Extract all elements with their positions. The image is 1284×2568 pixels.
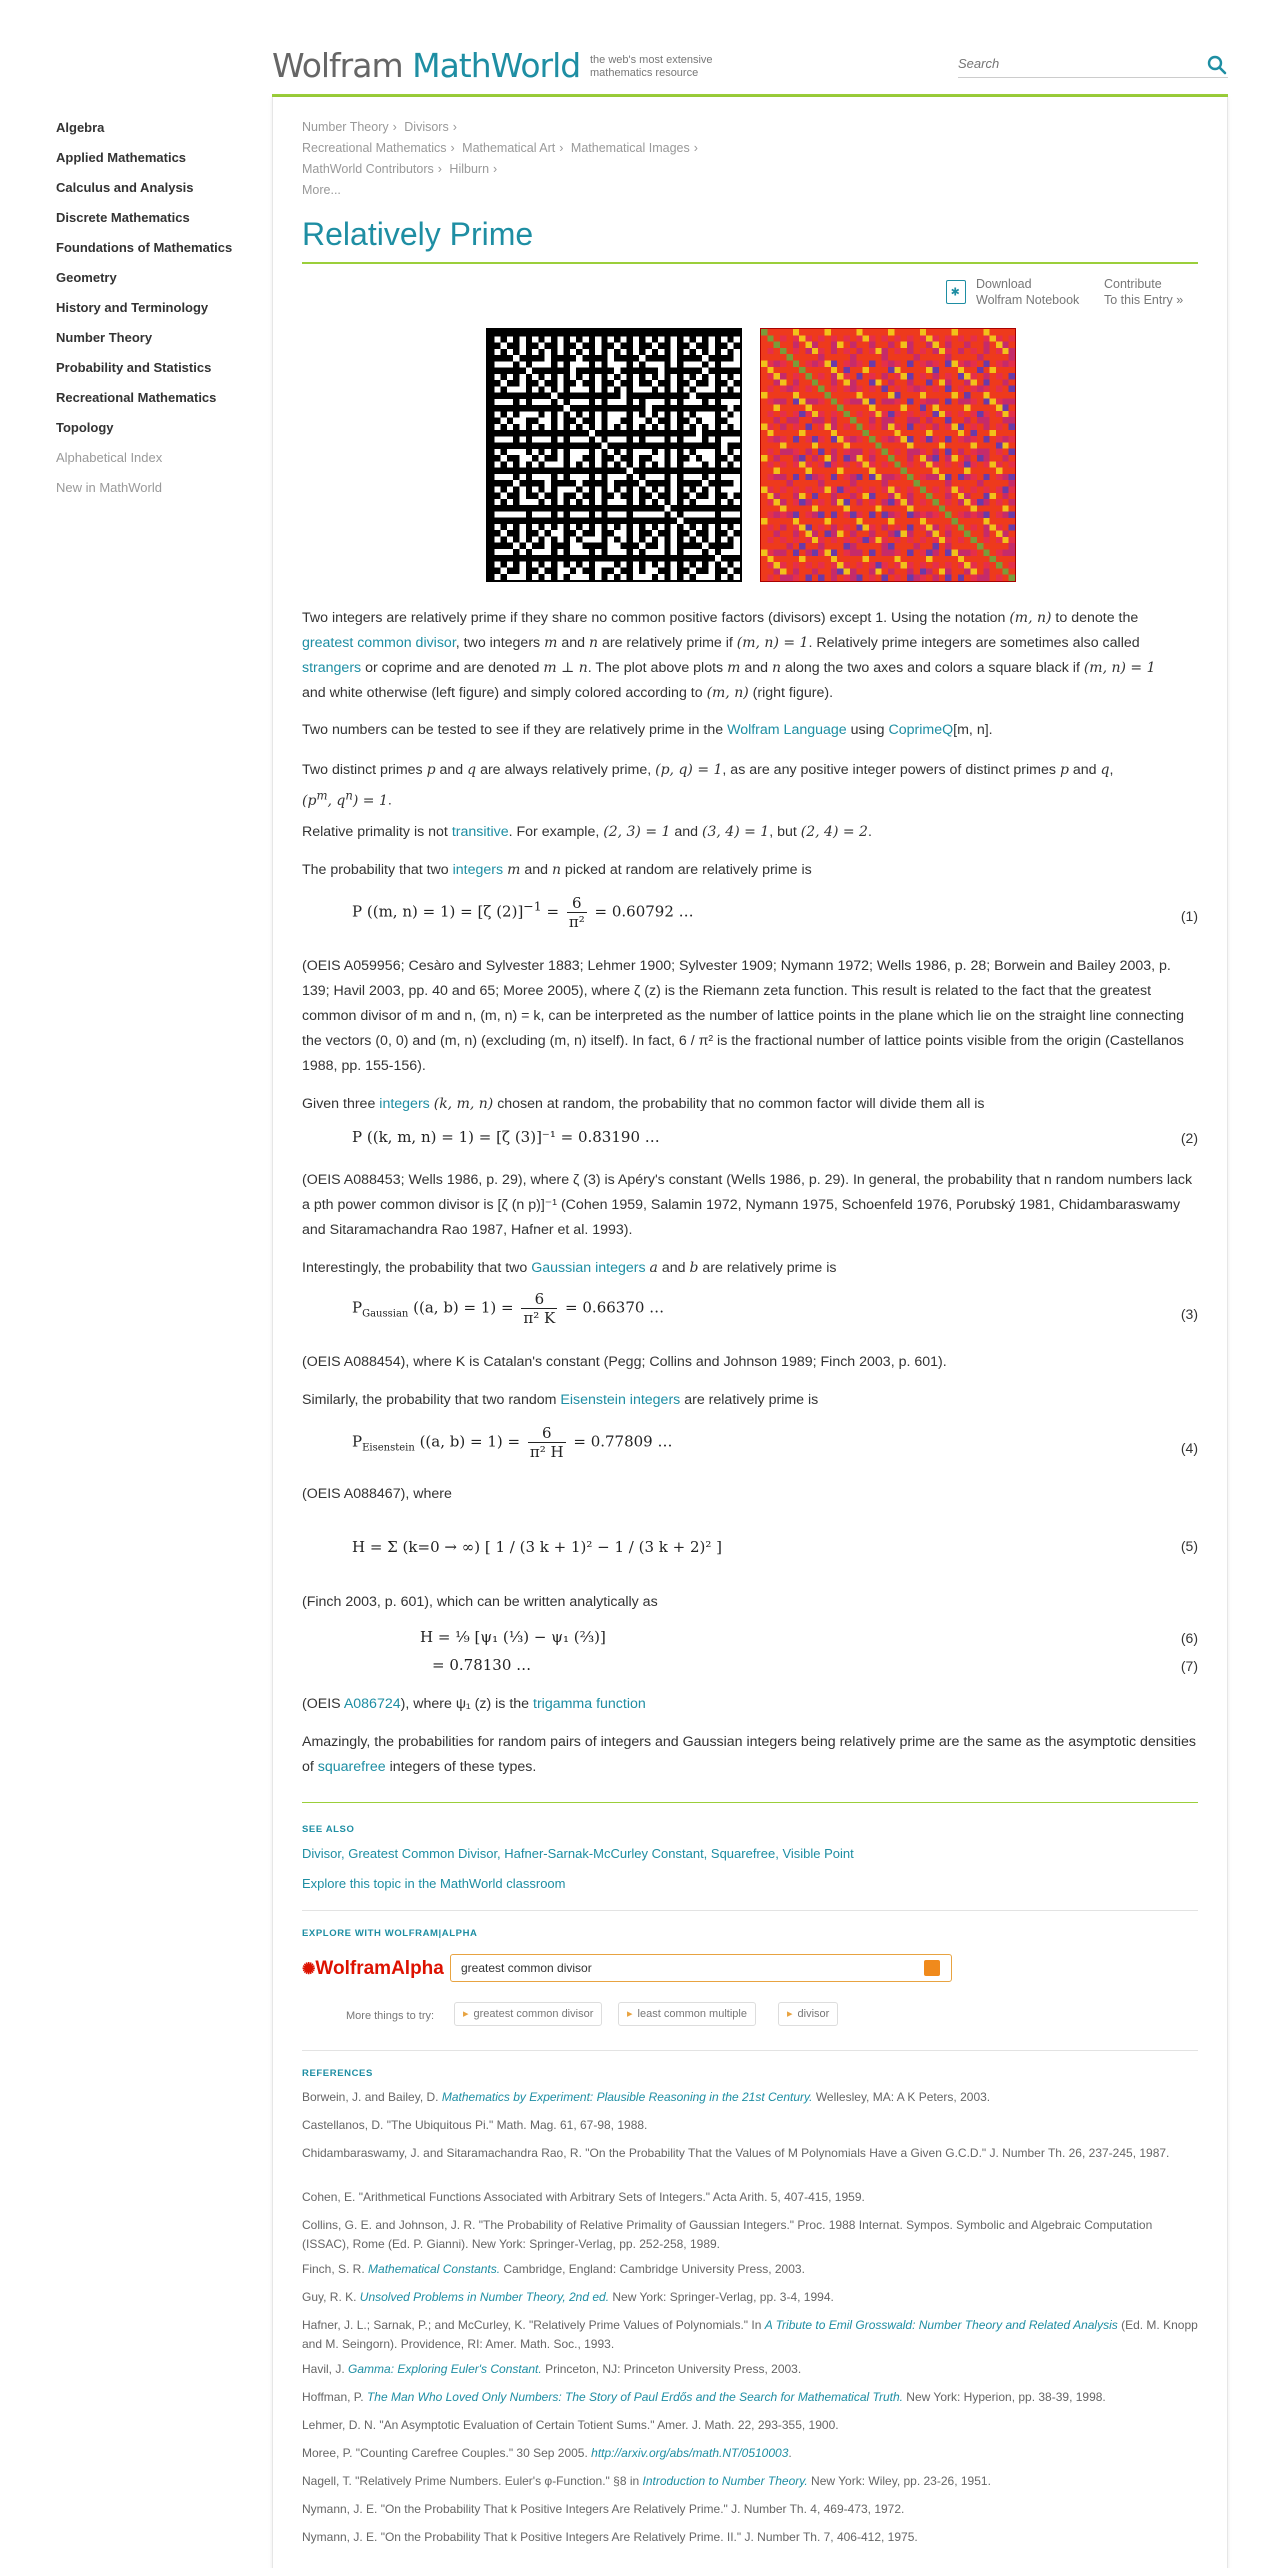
text: Interestingly, the probability that two: [302, 1260, 528, 1276]
contribute-label: Contribute: [1104, 277, 1162, 291]
search-box: [958, 52, 1228, 78]
numerator: 6: [567, 894, 587, 913]
fraction: [521, 1290, 557, 1327]
math: (m, n) = 1: [1083, 660, 1156, 676]
wolfram-alpha-heading: EXPLORE WITH WOLFRAM|ALPHA: [302, 1928, 478, 1939]
text: and: [1072, 762, 1097, 778]
paragraph-catalan: (OEIS A088454), where K is Catalan's constant (Pegg; Collins and Johnson 1989; Finch 2003, p. 601).: [302, 1354, 947, 1370]
math: n: [588, 635, 598, 651]
equation-1: P ((m, n) = 1) = [ζ (2)]$^{-1}$ = $\frac{6}{\text{π²}}$ = 0.60792 …: [352, 894, 694, 931]
equation-4: [352, 1424, 673, 1461]
chip-label: least common multiple: [637, 2008, 747, 2020]
link-squarefree[interactable]: squarefree: [317, 1759, 386, 1775]
reference-title-link[interactable]: Mathematics by Experiment: Plausible Reasoning in the 21st Century.: [441, 2090, 813, 2104]
site-header: [272, 46, 1232, 96]
text: to denote the: [1055, 610, 1139, 626]
link-coprimeq[interactable]: CoprimeQ: [888, 722, 954, 738]
eq-value: = 0.66370 …: [565, 1298, 665, 1317]
breadcrumb-more[interactable]: More...: [302, 183, 341, 197]
math: m ⊥ n: [543, 660, 588, 676]
text: (right figure).: [752, 685, 834, 701]
eq-subscript: Gaussian: [362, 1308, 409, 1320]
site-logo[interactable]: [272, 46, 580, 85]
math: p: [426, 762, 436, 778]
wolfram-alpha-logo[interactable]: [302, 1958, 444, 1980]
logo-wolfram-text: Wolfram: [272, 46, 403, 85]
text: Amazingly, the probabilities for random pairs of integers and Gaussian integers being relatively prime are the same as the asymptotic densities of: [302, 1734, 1196, 1775]
text: , but: [769, 824, 797, 840]
gcd-colored-figure: [760, 328, 1016, 582]
paragraph-eisenstein: [302, 1388, 1198, 1413]
text: along the two axes and colors a square black if: [784, 660, 1080, 676]
sidebar-item-foundations-of-mathematics[interactable]: Foundations of Mathematics: [56, 240, 233, 255]
eq-value: = 0.60792 …: [594, 902, 694, 921]
link-trigamma-function[interactable]: trigamma function: [533, 1696, 646, 1712]
breadcrumb-row: MathWorld Contributors › Hilburn ›: [302, 162, 498, 176]
math: q: [1100, 762, 1110, 778]
text: and: [744, 660, 768, 676]
contribute-link[interactable]: [1104, 276, 1204, 308]
eq-subscript: Eisenstein: [362, 1442, 415, 1454]
paragraph-where-h: (OEIS A088467), where: [302, 1486, 452, 1502]
eq-text: ((a, b) = 1) =: [413, 1298, 514, 1317]
math: (m, n): [706, 685, 749, 701]
paragraph-apery: (OEIS A088453; Wells 1986, p. 29), where ζ (3) is Apéry's constant (Wells 1986, p. 29). In general, the probability that n random numbers lack a pth power common divisor is [ζ (n p)]⁻¹ (Cohen 1959, Salamin 1972, Nymann 1975, Schoenfeld 1976, Porubský 1981, Chidambaraswamy and Sitaramachandra Rao 1987, Hafner et al. 1993).: [302, 1172, 1193, 1238]
breadcrumb-row: Recreational Mathematics › Mathematical Art › Mathematical Images ›: [302, 141, 698, 155]
text: Two integers are relatively prime if they share no common positive factors (divisors) except 1. Using the notation: [302, 610, 1006, 626]
math: n: [771, 660, 781, 676]
sidebar-item-probability-and-statistics[interactable]: Probability and Statistics: [56, 360, 212, 375]
fraction: [567, 894, 587, 931]
text: and: [439, 762, 464, 778]
sidebar-item-new-in-mathworld[interactable]: New in MathWorld: [56, 480, 162, 495]
equation-2: P ((k, m, n) = 1) = [ζ (3)]⁻¹ = 0.83190 …: [352, 1128, 660, 1146]
eq-text: P: [352, 1432, 363, 1451]
search-icon[interactable]: [1206, 54, 1228, 76]
topic-sidebar: [56, 118, 276, 508]
eq-value: = 0.77809 …: [573, 1432, 673, 1451]
breadcrumb-row: Number Theory › Divisors ›: [302, 120, 457, 134]
text: . The plot above plots: [587, 660, 724, 676]
sidebar-item-calculus-and-analysis[interactable]: Calculus and Analysis: [56, 180, 194, 195]
chip-bullet-icon: ▸: [463, 2008, 469, 2020]
divider: [302, 2050, 1198, 2051]
math: q: [467, 762, 477, 778]
text: and: [561, 635, 586, 651]
reference-item: Nymann, J. E. "On the Probability That k Positive Integers Are Relatively Prime." J. Number Th. 4, 469-473, 1972.: [302, 2502, 905, 2516]
entry-label: To this Entry »: [1104, 293, 1184, 307]
site-tagline: the web's most extensive mathematics resource: [590, 54, 713, 79]
reference-title-link[interactable]: Mathematical Constants.: [368, 2262, 501, 2276]
main-content: [302, 118, 1198, 2544]
denominator: π² H: [529, 1443, 564, 1461]
reference-item: Cohen, E. "Arithmetical Functions Associated with Arbitrary Sets of Integers." Acta Arith. 5, 407-415, 1959.: [302, 2190, 865, 2204]
paragraph-definition: [302, 606, 1198, 706]
link-oeis-a086724[interactable]: A086724: [343, 1696, 401, 1712]
search-input[interactable]: [958, 52, 1198, 74]
link-eisenstein-integers[interactable]: Eisenstein integers: [560, 1392, 681, 1408]
text: Two distinct primes: [302, 762, 423, 778]
see-also-heading: SEE ALSO: [302, 1824, 355, 1835]
link-strangers[interactable]: strangers: [302, 660, 362, 676]
equation-3: [352, 1290, 664, 1327]
math: (p, q) = 1: [655, 762, 723, 778]
notebook-icon[interactable]: [946, 280, 966, 304]
breadcrumb-link[interactable]: Mathematical Images: [570, 141, 690, 155]
chip-bullet-icon: ▸: [787, 2008, 793, 2020]
svg-text:✱: ✱: [950, 286, 960, 299]
more-things-label: More things to try:: [346, 2010, 435, 2022]
math: p: [1059, 762, 1069, 778]
math: (2, 3) = 1: [603, 824, 671, 840]
chip-bullet-icon: ▸: [627, 2008, 633, 2020]
math: (m, n) = 1: [736, 635, 809, 651]
math: (3, 4) = 1: [702, 824, 770, 840]
math: (k, m, n): [433, 1096, 494, 1112]
equation-6: H = ⅑ [ψ₁ (⅓) − ψ₁ (⅔)]: [420, 1628, 606, 1646]
figures: [486, 328, 1016, 584]
breadcrumb-link[interactable]: Mathematical Art: [462, 141, 556, 155]
eq-text: P: [352, 1298, 363, 1317]
page-title: Relatively Prime: [302, 216, 534, 252]
text: . For example,: [508, 824, 600, 840]
text: . Relatively prime integers are sometimes also called: [808, 635, 1140, 651]
breadcrumb-link[interactable]: Divisors: [404, 120, 449, 134]
math: b: [689, 1260, 699, 1276]
paragraph-probability: [302, 858, 1198, 883]
text: , as are any positive integer powers of distinct primes: [722, 762, 1056, 778]
paragraph-squarefree: [302, 1730, 1198, 1780]
text: and white otherwise (left figure) and simply colored according to: [302, 685, 703, 701]
reference-title-link[interactable]: The Man Who Loved Only Numbers: The Story of Paul Erdős and the Search for Mathematical Truth.: [366, 2390, 903, 2404]
math: m: [544, 635, 558, 651]
equation-7: = 0.78130 …: [432, 1656, 532, 1674]
reference-item: Guy, R. K. Unsolved Problems in Number Theory, 2nd ed. New York: Springer-Verlag, pp. 3-4, 1994.: [302, 2290, 834, 2304]
equation-number: (2): [1180, 1130, 1198, 1146]
title-rule: [302, 262, 1198, 264]
text: chosen at random, the probability that no common factor will divide them all is: [497, 1096, 985, 1112]
text: are relatively prime is: [684, 1392, 819, 1408]
text: integers of these types.: [389, 1759, 537, 1775]
eq-text: ((a, b) = 1) =: [419, 1432, 521, 1451]
sidebar-item-geometry[interactable]: Geometry: [56, 270, 117, 285]
paragraph-transitive: Relative primality is not transitive. For example, (2, 3) = 1 and (3, 4) = 1, but (2, 4) = 2.: [302, 824, 872, 840]
wa-suggestion-chip[interactable]: [454, 2002, 602, 2026]
reference-title-link[interactable]: Unsolved Problems in Number Theory, 2nd ed.: [359, 2290, 610, 2304]
link-gcd[interactable]: greatest common divisor: [302, 635, 456, 651]
chip-label: divisor: [797, 2008, 830, 2020]
paragraph-distinct-primes: Two distinct primes p and q are always relatively prime, (p, q) = 1, as are any positive integer powers of distinct primes p and q, ($p^m$, $q^n) = 1$.: [302, 762, 1114, 809]
sidebar-item-applied-mathematics[interactable]: Applied Mathematics: [56, 150, 187, 165]
text: and: [661, 1260, 686, 1276]
equation-number: (1): [1180, 908, 1198, 924]
text: Given three: [302, 1096, 376, 1112]
download-notebook-link[interactable]: [976, 276, 1096, 308]
wa-suggestion-chip[interactable]: [778, 2002, 838, 2026]
equation-number: (7): [1180, 1658, 1198, 1674]
wolfram-alpha-star-icon: ✺: [302, 1961, 316, 1978]
sidebar-item-number-theory[interactable]: Number Theory: [56, 330, 153, 345]
math: n: [551, 862, 561, 878]
reference-title-link[interactable]: http://arxiv.org/abs/math.NT/0510003: [591, 2446, 789, 2460]
reference-item: Borwein, J. and Bailey, D. Mathematics by Experiment: Plausible Reasoning in the 21st Century. Wellesley, MA: A K Peters, 2003.: [302, 2090, 991, 2104]
see-also-links[interactable]: Divisor, Greatest Common Divisor, Hafner-Sarnak-McCurley Constant, Squarefree, Visible Point: [302, 1846, 854, 1861]
wa-suggestion-chip[interactable]: [618, 2002, 756, 2026]
equation-number: (3): [1180, 1306, 1198, 1322]
reference-item: Moree, P. "Counting Carefree Couples." 30 Sep 2005. http://arxiv.org/abs/math.NT/0510003.: [302, 2446, 792, 2460]
text: , two integers: [455, 635, 541, 651]
breadcrumb-link[interactable]: Number Theory: [302, 120, 389, 134]
numerator: 6: [521, 1290, 557, 1309]
chip-label: greatest common divisor: [473, 2008, 594, 2020]
link-transitive[interactable]: transitive: [451, 824, 509, 840]
logo-mathworld-text: MathWorld: [412, 46, 581, 85]
equation-number: (6): [1180, 1630, 1198, 1646]
reference-item: Lehmer, D. N. "An Asymptotic Evaluation of Certain Totient Sums." Amer. J. Math. 22, 293-355, 1900.: [302, 2418, 839, 2432]
text: Similarly, the probability that two random: [302, 1392, 557, 1408]
reference-item: Castellanos, D. "The Ubiquitous Pi." Math. Mag. 61, 67-98, 1988.: [302, 2118, 648, 2132]
text: using: [850, 722, 885, 738]
references-heading: REFERENCES: [302, 2068, 373, 2079]
reference-title-link[interactable]: Introduction to Number Theory.: [642, 2474, 808, 2488]
text: Relative primality is not: [302, 824, 448, 840]
text: The probability that two: [302, 862, 449, 878]
reference-item: Nagell, T. "Relatively Prime Numbers. Euler's φ-Function." §8 in Introduction to Number Theory. New York: Wiley, pp. 23-26, 1951.: [302, 2474, 991, 2488]
denominator: π²: [568, 913, 585, 931]
wolfram-alpha-logo-text: WolframAlpha: [315, 1958, 444, 1979]
paragraph-gaussian: [302, 1256, 1198, 1281]
sidebar-item-discrete-mathematics[interactable]: Discrete Mathematics: [56, 210, 190, 225]
reference-item: Finch, S. R. Mathematical Constants. Cambridge, England: Cambridge University Press, 2003.: [302, 2262, 805, 2276]
fraction: [528, 1424, 566, 1461]
sidebar-item-topology[interactable]: Topology: [56, 420, 114, 435]
equation-5: H = Σ (k=0 → ∞) [ 1 / (3 k + 1)² − 1 / (3 k + 2)² ]: [352, 1538, 722, 1556]
text: [m, n].: [953, 722, 993, 738]
text: Two numbers can be tested to see if they are relatively prime in the: [302, 722, 724, 738]
eq-text: P ((m, n) = 1) = [ζ (2)]: [352, 902, 524, 921]
text: (OEIS: [302, 1696, 341, 1712]
reference-item: Chidambaraswamy, J. and Sitaramachandra Rao, R. "On the Probability That the Values of M Polynomials Have a Given G.C.D." J. Number Th. 26, 237-245, 1987.: [302, 2146, 1170, 2160]
link-wolfram-language[interactable]: Wolfram Language: [727, 722, 847, 738]
equation-number: (4): [1180, 1440, 1198, 1456]
coprime-bw-figure: [486, 328, 742, 582]
text: are relatively prime if: [601, 635, 733, 651]
math: a: [649, 1260, 658, 1276]
text: are relatively prime is: [702, 1260, 837, 1276]
breadcrumb-link[interactable]: Hilburn: [449, 162, 490, 176]
text: and: [524, 862, 548, 878]
math: m: [507, 862, 521, 878]
denominator: π² K: [523, 1309, 556, 1327]
math: m: [727, 660, 741, 676]
link-integers[interactable]: integers: [452, 862, 504, 878]
classroom-link[interactable]: Explore this topic in the MathWorld classroom: [302, 1876, 566, 1891]
breadcrumb-link[interactable]: Recreational Mathematics: [302, 141, 447, 155]
text: or coprime and are denoted: [365, 660, 540, 676]
link-gaussian-integers[interactable]: Gaussian integers: [531, 1260, 646, 1276]
paragraph-wolfram-language: [302, 718, 1198, 743]
paragraph-oeis-zeta: (OEIS A059956; Cesàro and Sylvester 1883; Lehmer 1900; Sylvester 1909; Nymann 1972; Wells 1986, p. 28; Borwein and Bailey 2003, p. 139; Havil 2003, pp. 40 and 65; Moree 2005), where ζ (z) is the Riemann zeta function. This result is related to the fact that the greatest common divisor of m and n, (m, n) = k, can be interpreted as the number of lattice points in the plane which lie on the straight line connecting the vectors (0, 0) and (m, n) (excluding (m, n) itself). In fact, 6 / π² is the fractional number of lattice points visible from the origin (Castellanos 1988, pp. 155-156).: [302, 958, 1185, 1074]
math: ($p^m$, $q^n) = 1$: [302, 788, 388, 809]
wolfram-alpha-go-icon[interactable]: [924, 1960, 940, 1976]
equation-number: (5): [1180, 1538, 1198, 1554]
text: are always relatively prime,: [480, 762, 652, 778]
divider: [302, 1910, 1198, 1911]
reference-item: Collins, G. E. and Johnson, J. R. "The Probability of Relative Primality of Gaussian Integers." Proc. 1988 Internat. Sympos. Symbolic and Algebraic Computation (ISSAC), Rome (Ed. P. Gianni). New York: Springer-Verlag, pp. 252-258, 1989.: [302, 2218, 1153, 2251]
sidebar-item-recreational-mathematics[interactable]: Recreational Mathematics: [56, 390, 217, 405]
paragraph-finch: (Finch 2003, p. 601), which can be written analytically as: [302, 1594, 658, 1610]
breadcrumb-link[interactable]: MathWorld Contributors: [302, 162, 434, 176]
text: picked at random are relatively prime is: [564, 862, 812, 878]
paragraph-three-integers: [302, 1092, 1198, 1117]
reference-item: Hafner, J. L.; Sarnak, P.; and McCurley, K. "Relatively Prime Values of Polynomials." In A Tribute to Emil Grosswald: Number Theory and Related Analysis (Ed. M. Knopp and M. Seingorn). Providence, RI: Amer. Math. Soc., 1993.: [302, 2318, 1198, 2351]
section-rule: [302, 1802, 1198, 1803]
notebook-label: Wolfram Notebook: [976, 293, 1080, 307]
reference-item: Nymann, J. E. "On the Probability That k Positive Integers Are Relatively Prime. II." J. Number Th. 7, 406-412, 1975.: [302, 2530, 918, 2544]
link-integers-2[interactable]: integers: [379, 1096, 430, 1112]
numerator: 6: [528, 1424, 566, 1443]
download-label: Download: [976, 277, 1032, 291]
reference-title-link[interactable]: Gamma: Exploring Euler's Constant.: [348, 2362, 542, 2376]
sidebar-item-algebra[interactable]: Algebra: [56, 120, 105, 135]
reference-item: Havil, J. Gamma: Exploring Euler's Constant. Princeton, NJ: Princeton University Press, 2003.: [302, 2362, 802, 2376]
paragraph-trigamma: [302, 1692, 1198, 1717]
text: and: [674, 824, 699, 840]
breadcrumb: [302, 118, 1198, 202]
sidebar-item-alphabetical-index[interactable]: Alphabetical Index: [56, 450, 163, 465]
sidebar-item-history-and-terminology[interactable]: History and Terminology: [56, 300, 209, 315]
reference-item: Hoffman, P. The Man Who Loved Only Numbers: The Story of Paul Erdős and the Search for Mathematical Truth. New York: Hyperion, pp. 38-39, 1998.: [302, 2390, 1106, 2404]
text: ), where ψ₁ (z) is the: [400, 1696, 530, 1712]
wolfram-alpha-input[interactable]: greatest common divisor: [450, 1954, 952, 1982]
math: (2, 4) = 2: [800, 824, 868, 840]
math: (m, n): [1009, 610, 1052, 626]
entry-tools: [946, 276, 1198, 316]
reference-title-link[interactable]: A Tribute to Emil Grosswald: Number Theory and Related Analysis: [764, 2318, 1118, 2332]
